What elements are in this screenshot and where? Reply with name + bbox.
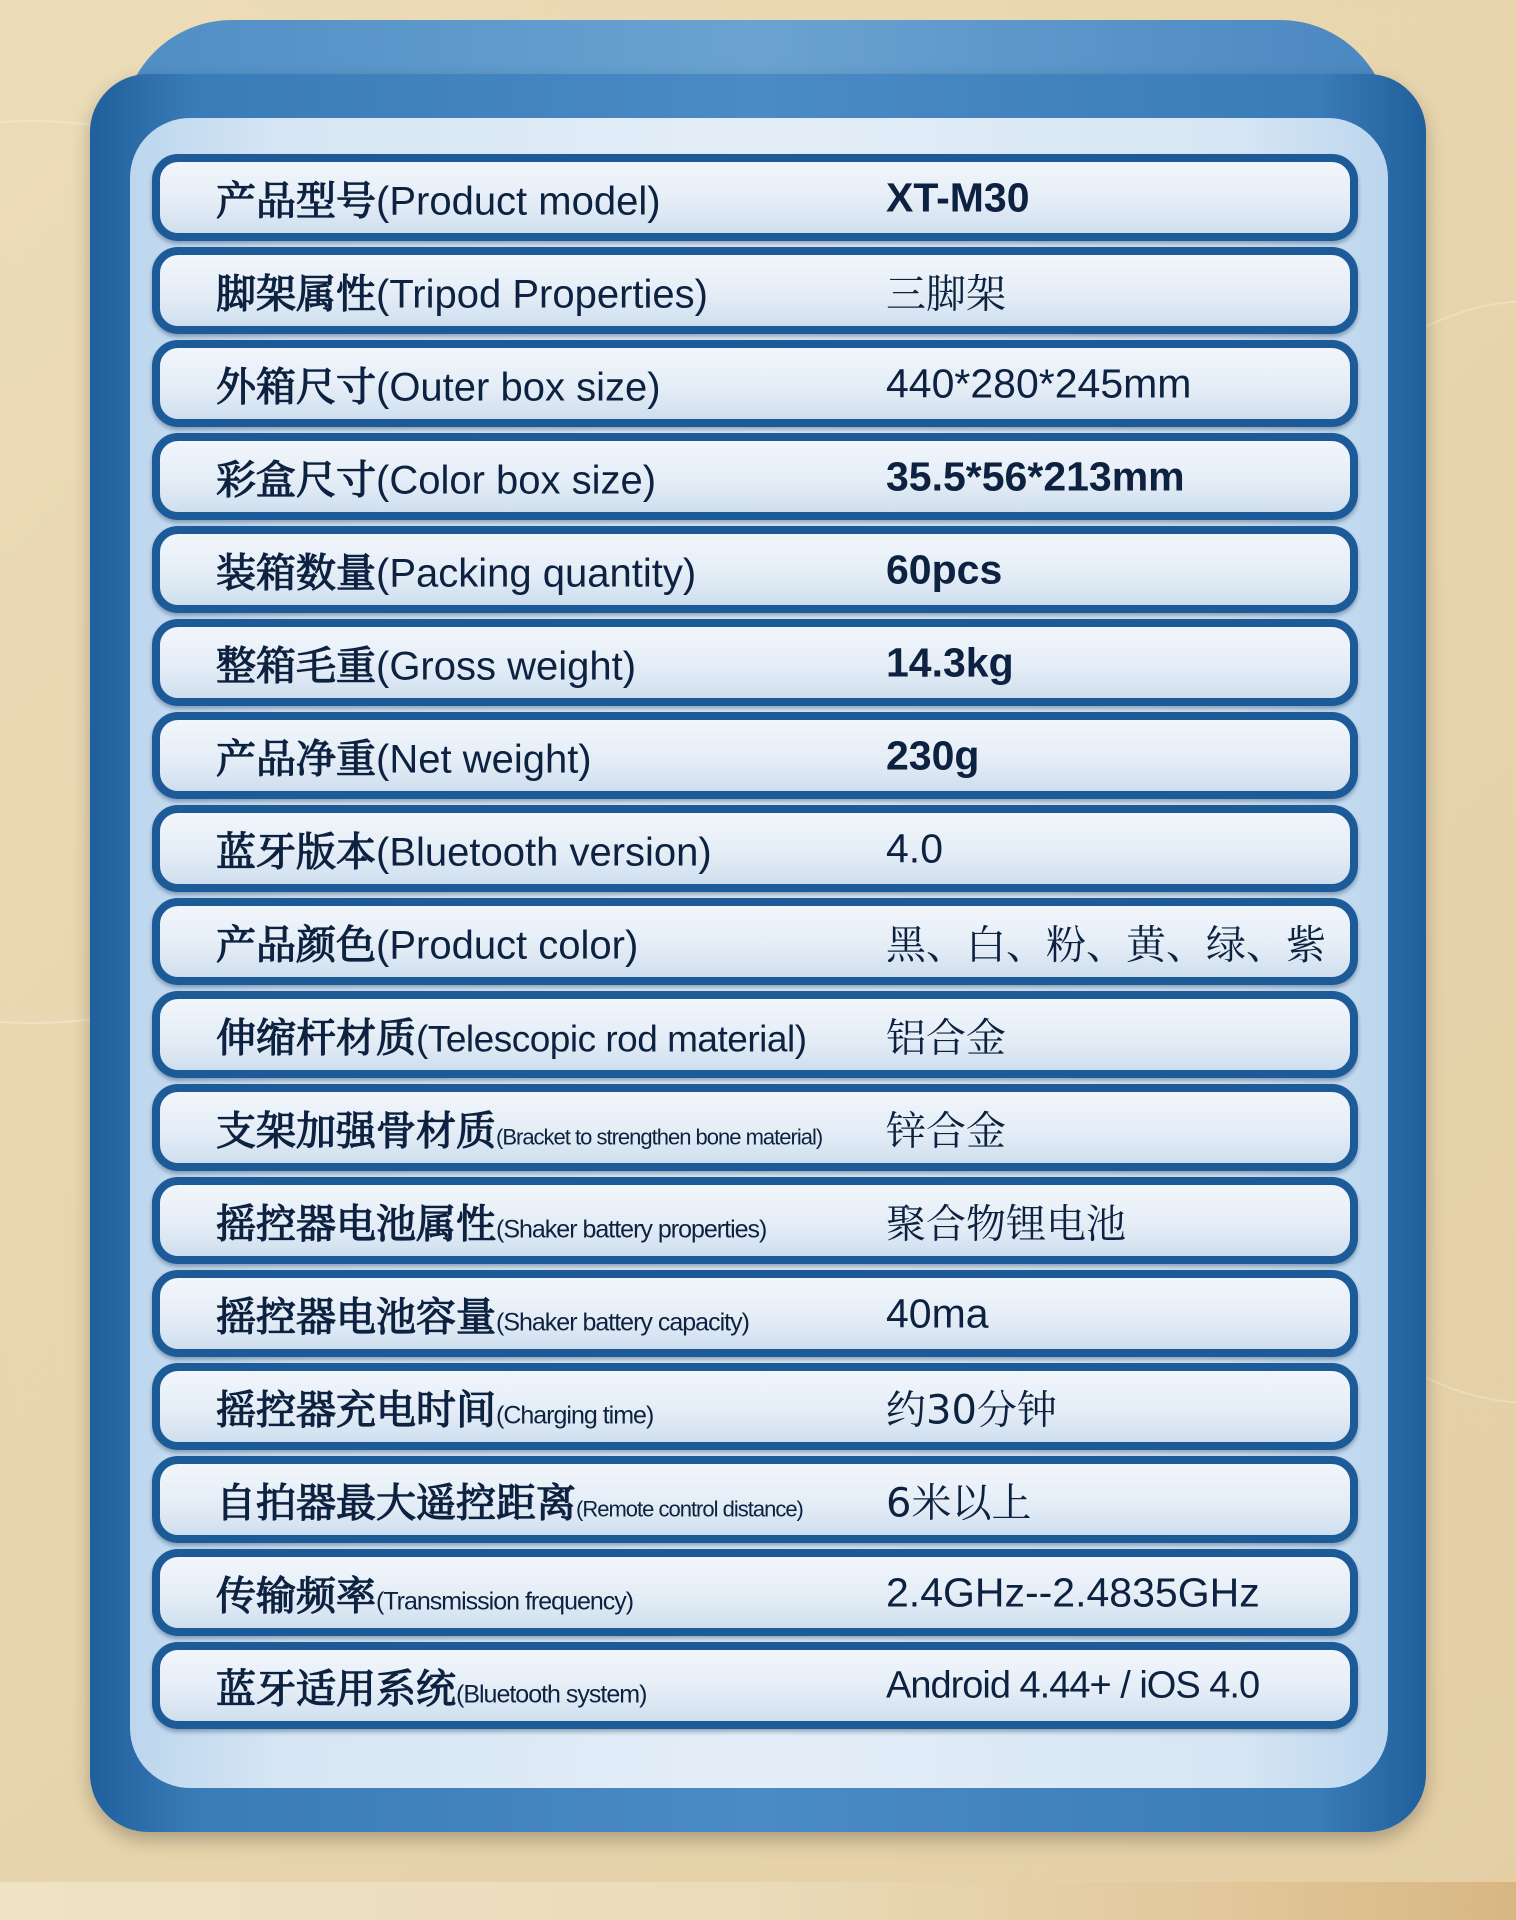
label-en: (Product color) bbox=[376, 923, 639, 967]
label-en: (Remote control distance) bbox=[576, 1496, 803, 1521]
spec-row-gross-weight bbox=[152, 619, 1358, 706]
spec-label bbox=[216, 262, 708, 319]
label-en: (Packing quantity) bbox=[376, 551, 697, 595]
spec-value: 6米以上 bbox=[886, 1480, 1032, 1526]
spec-row-shaker-battery-capacity bbox=[152, 1270, 1358, 1357]
spec-label bbox=[216, 634, 636, 691]
label-cn: 支架加强骨材质 bbox=[216, 1108, 496, 1154]
spec-label bbox=[216, 448, 656, 505]
spec-row-bracket-material bbox=[152, 1084, 1358, 1171]
spec-row-bluetooth-version bbox=[152, 805, 1358, 892]
label-cn: 彩盒尺寸 bbox=[216, 457, 376, 503]
spec-value: 聚合物锂电池 bbox=[886, 1201, 1126, 1247]
spec-row-net-weight bbox=[152, 712, 1358, 799]
spec-label bbox=[216, 1285, 749, 1342]
spec-label bbox=[216, 820, 712, 877]
label-cn: 脚架属性 bbox=[216, 271, 376, 317]
label-en: (Shaker battery capacity) bbox=[496, 1308, 749, 1336]
spec-row-outer-box-size bbox=[152, 340, 1358, 427]
label-cn: 产品净重 bbox=[216, 736, 376, 782]
label-cn: 蓝牙版本 bbox=[216, 829, 376, 875]
spec-row-telescopic-rod-material bbox=[152, 991, 1358, 1078]
label-en: (Telescopic rod material) bbox=[416, 1018, 807, 1059]
spec-row-transmission-frequency bbox=[152, 1549, 1358, 1636]
label-cn: 产品型号 bbox=[216, 178, 376, 224]
spec-value: 约30分钟 bbox=[886, 1387, 1057, 1433]
spec-label bbox=[216, 541, 696, 598]
spec-row-product-color bbox=[152, 898, 1358, 985]
spec-label bbox=[216, 1006, 807, 1063]
label-cn: 摇控器充电时间 bbox=[216, 1387, 496, 1433]
spec-value: 三脚架 bbox=[886, 271, 1006, 317]
spec-value: XT-M30 bbox=[886, 174, 1030, 220]
spec-value: 4.0 bbox=[886, 825, 943, 871]
spec-value: 14.3kg bbox=[886, 639, 1014, 685]
label-cn: 传输频率 bbox=[216, 1573, 376, 1619]
label-cn: 蓝牙适用系统 bbox=[216, 1666, 456, 1712]
spec-value: 440*280*245mm bbox=[886, 360, 1192, 406]
label-en: (Bluetooth version) bbox=[376, 830, 712, 874]
label-en: (Shaker battery properties) bbox=[496, 1215, 767, 1243]
spec-label bbox=[216, 727, 592, 784]
spec-label bbox=[216, 169, 661, 226]
label-en: (Gross weight) bbox=[376, 644, 637, 688]
spec-value: 40ma bbox=[886, 1290, 989, 1336]
label-cn: 装箱数量 bbox=[216, 550, 376, 596]
label-en: (Color box size) bbox=[376, 458, 657, 502]
spec-table bbox=[152, 154, 1358, 1735]
spec-label bbox=[216, 1657, 646, 1714]
label-en: (Net weight) bbox=[376, 737, 592, 781]
label-cn: 自拍器最大遥控距离 bbox=[216, 1480, 576, 1526]
spec-value: Android 4.44+ / iOS 4.0 bbox=[886, 1664, 1260, 1706]
spec-row-tripod-properties bbox=[152, 247, 1358, 334]
label-cn: 产品颜色 bbox=[216, 922, 376, 968]
spec-value: 60pcs bbox=[886, 546, 1003, 592]
spec-label bbox=[216, 1378, 653, 1435]
label-cn: 摇控器电池容量 bbox=[216, 1294, 496, 1340]
label-cn: 摇控器电池属性 bbox=[216, 1201, 496, 1247]
spec-row-product-model bbox=[152, 154, 1358, 241]
spec-label bbox=[216, 1099, 822, 1156]
spec-row-packing-quantity bbox=[152, 526, 1358, 613]
bottom-band bbox=[0, 1882, 1516, 1920]
label-en: (Bluetooth system) bbox=[456, 1680, 647, 1708]
spec-label bbox=[216, 913, 638, 970]
spec-row-remote-control-distance bbox=[152, 1456, 1358, 1543]
label-cn: 整箱毛重 bbox=[216, 643, 376, 689]
label-cn: 伸缩杆材质 bbox=[216, 1015, 416, 1061]
spec-label bbox=[216, 355, 661, 412]
label-en: (Charging time) bbox=[496, 1401, 654, 1429]
label-cn: 外箱尺寸 bbox=[216, 364, 376, 410]
spec-row-charging-time bbox=[152, 1363, 1358, 1450]
spec-row-color-box-size bbox=[152, 433, 1358, 520]
spec-label bbox=[216, 1564, 633, 1621]
label-en: (Outer box size) bbox=[376, 365, 661, 409]
spec-label bbox=[216, 1471, 803, 1528]
spec-label bbox=[216, 1192, 766, 1249]
spec-value: 锌合金 bbox=[886, 1108, 1006, 1154]
label-en: (Product model) bbox=[376, 179, 661, 223]
spec-value: 230g bbox=[886, 732, 980, 778]
spec-value: 35.5*56*213mm bbox=[886, 453, 1185, 499]
label-en: (Tripod Properties) bbox=[376, 272, 708, 316]
spec-value: 黑、白、粉、黄、绿、紫 bbox=[886, 922, 1326, 968]
label-en: (Bracket to strengthen bone material) bbox=[496, 1124, 823, 1149]
spec-row-bluetooth-system bbox=[152, 1642, 1358, 1729]
spec-row-shaker-battery-properties bbox=[152, 1177, 1358, 1264]
spec-value: 铝合金 bbox=[886, 1015, 1006, 1061]
spec-value: 2.4GHz--2.4835GHz bbox=[886, 1569, 1260, 1615]
label-en: (Transmission frequency) bbox=[376, 1587, 634, 1615]
